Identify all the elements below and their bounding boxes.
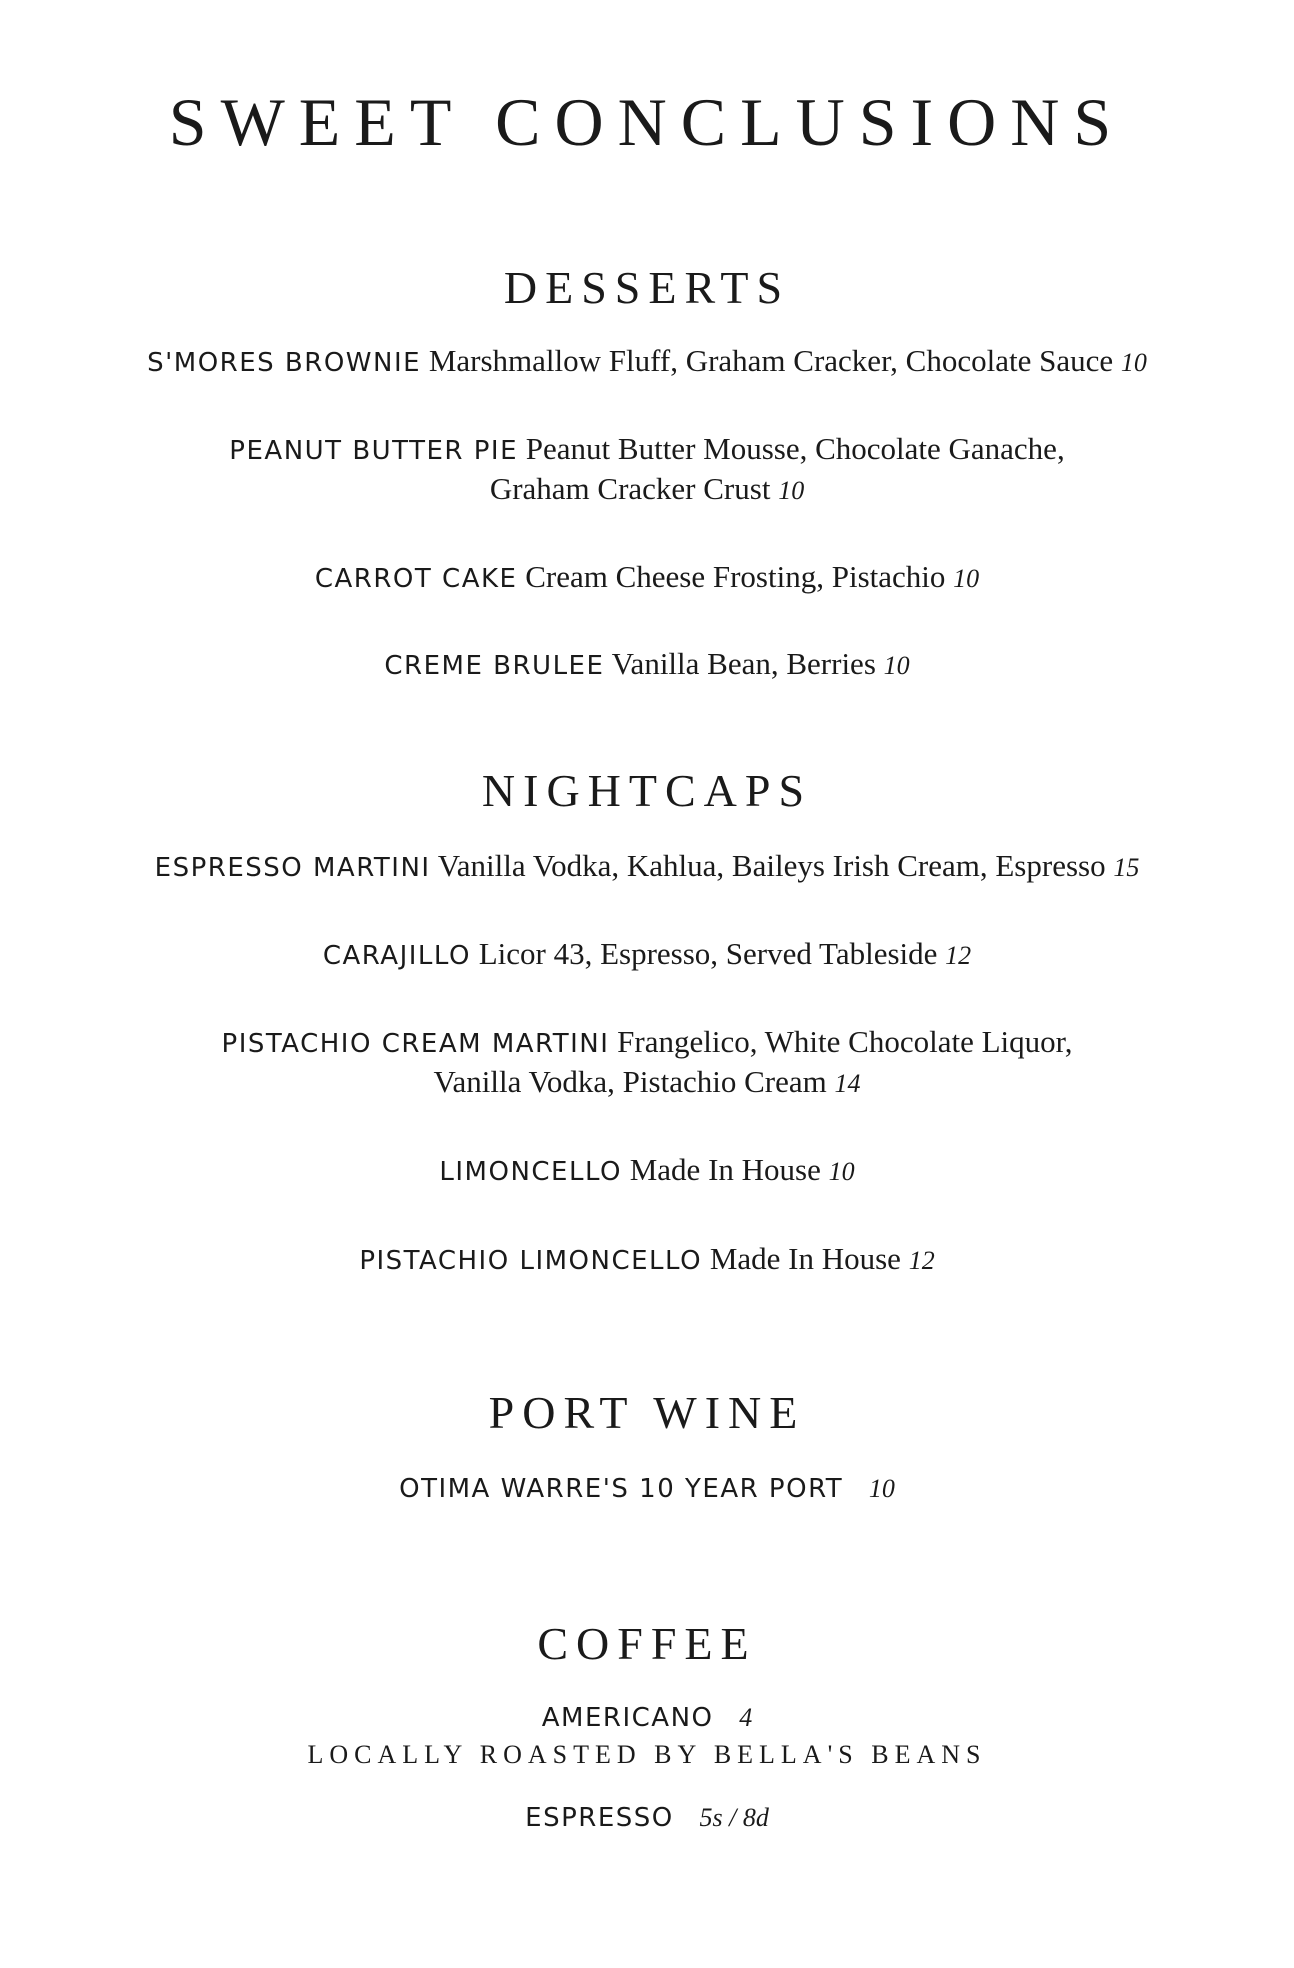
item-name: CREME BRULEE [384, 651, 605, 681]
menu-item-pistachio-cream-martini [60, 1023, 1234, 1103]
menu-item-carajillo [60, 935, 1234, 975]
item-price: 12 [945, 941, 972, 970]
item-description: Cream Cheese Frosting, Pistachio [525, 559, 946, 594]
item-price: 15 [1113, 853, 1140, 882]
menu-item-smores-brownie [60, 342, 1234, 382]
item-price: 12 [908, 1246, 935, 1275]
item-description: Frangelico, White Chocolate Liquor, [617, 1024, 1073, 1059]
item-description: Vanilla Vodka, Kahlua, Baileys Irish Cream, Espresso [437, 848, 1106, 883]
item-description-continued: Vanilla Vodka, Pistachio Cream [433, 1064, 827, 1099]
item-description: Vanilla Bean, Berries [611, 646, 876, 681]
item-description: Licor 43, Espresso, Served Tableside [478, 936, 938, 971]
item-price: 10 [868, 1474, 895, 1503]
menu-item-creme-brulee [60, 645, 1234, 685]
item-name: OTIMA WARRE'S 10 YEAR PORT [399, 1474, 844, 1504]
item-name: AMERICANO [541, 1703, 714, 1733]
item-price: 14 [834, 1069, 861, 1098]
coffee-roaster-note: LOCALLY ROASTED BY BELLA'S BEANS [307, 1740, 987, 1769]
item-name: PEANUT BUTTER PIE [229, 436, 519, 466]
section-title-desserts: DESSERTS [503, 262, 791, 313]
menu-item-limoncello [60, 1151, 1234, 1191]
section-title-port-wine: PORT WINE [488, 1387, 806, 1438]
item-price: 10 [883, 651, 910, 680]
item-price: 10 [953, 564, 980, 593]
section-title-nightcaps: NIGHTCAPS [481, 765, 813, 816]
item-price: 10 [778, 476, 805, 505]
item-price: 10 [1120, 348, 1147, 377]
item-price: 5s / 8d [699, 1803, 769, 1832]
section-title-coffee: COFFEE [537, 1618, 757, 1669]
menu-item-pistachio-limoncello [60, 1240, 1234, 1280]
item-name: CARAJILLO [322, 941, 471, 971]
item-description: Made In House [629, 1152, 821, 1187]
menu-item-carrot-cake [60, 558, 1234, 598]
item-price: 4 [739, 1703, 753, 1732]
menu-item-espresso-martini [60, 847, 1234, 887]
item-name: PISTACHIO CREAM MARTINI [221, 1029, 610, 1059]
item-description-continued: Graham Cracker Crust [489, 471, 771, 506]
item-name: S'MORES BROWNIE [147, 348, 422, 378]
menu-title: SWEET CONCLUSIONS [168, 84, 1126, 160]
menu-item-peanut-butter-pie [60, 430, 1234, 510]
item-name: ESPRESSO MARTINI [154, 853, 431, 883]
item-description: Made In House [709, 1241, 901, 1276]
item-description: Peanut Butter Mousse, Chocolate Ganache, [525, 431, 1065, 466]
menu-item-americano [60, 1697, 1234, 1737]
item-name: LIMONCELLO [439, 1157, 622, 1187]
item-name: PISTACHIO LIMONCELLO [359, 1246, 703, 1276]
menu-item-warres-port [60, 1468, 1234, 1508]
item-description: Marshmallow Fluff, Graham Cracker, Chocolate Sauce [428, 343, 1114, 378]
item-name: CARROT CAKE [314, 564, 518, 594]
menu-item-espresso [60, 1797, 1234, 1837]
item-price: 10 [828, 1157, 855, 1186]
item-name: ESPRESSO [525, 1803, 674, 1833]
